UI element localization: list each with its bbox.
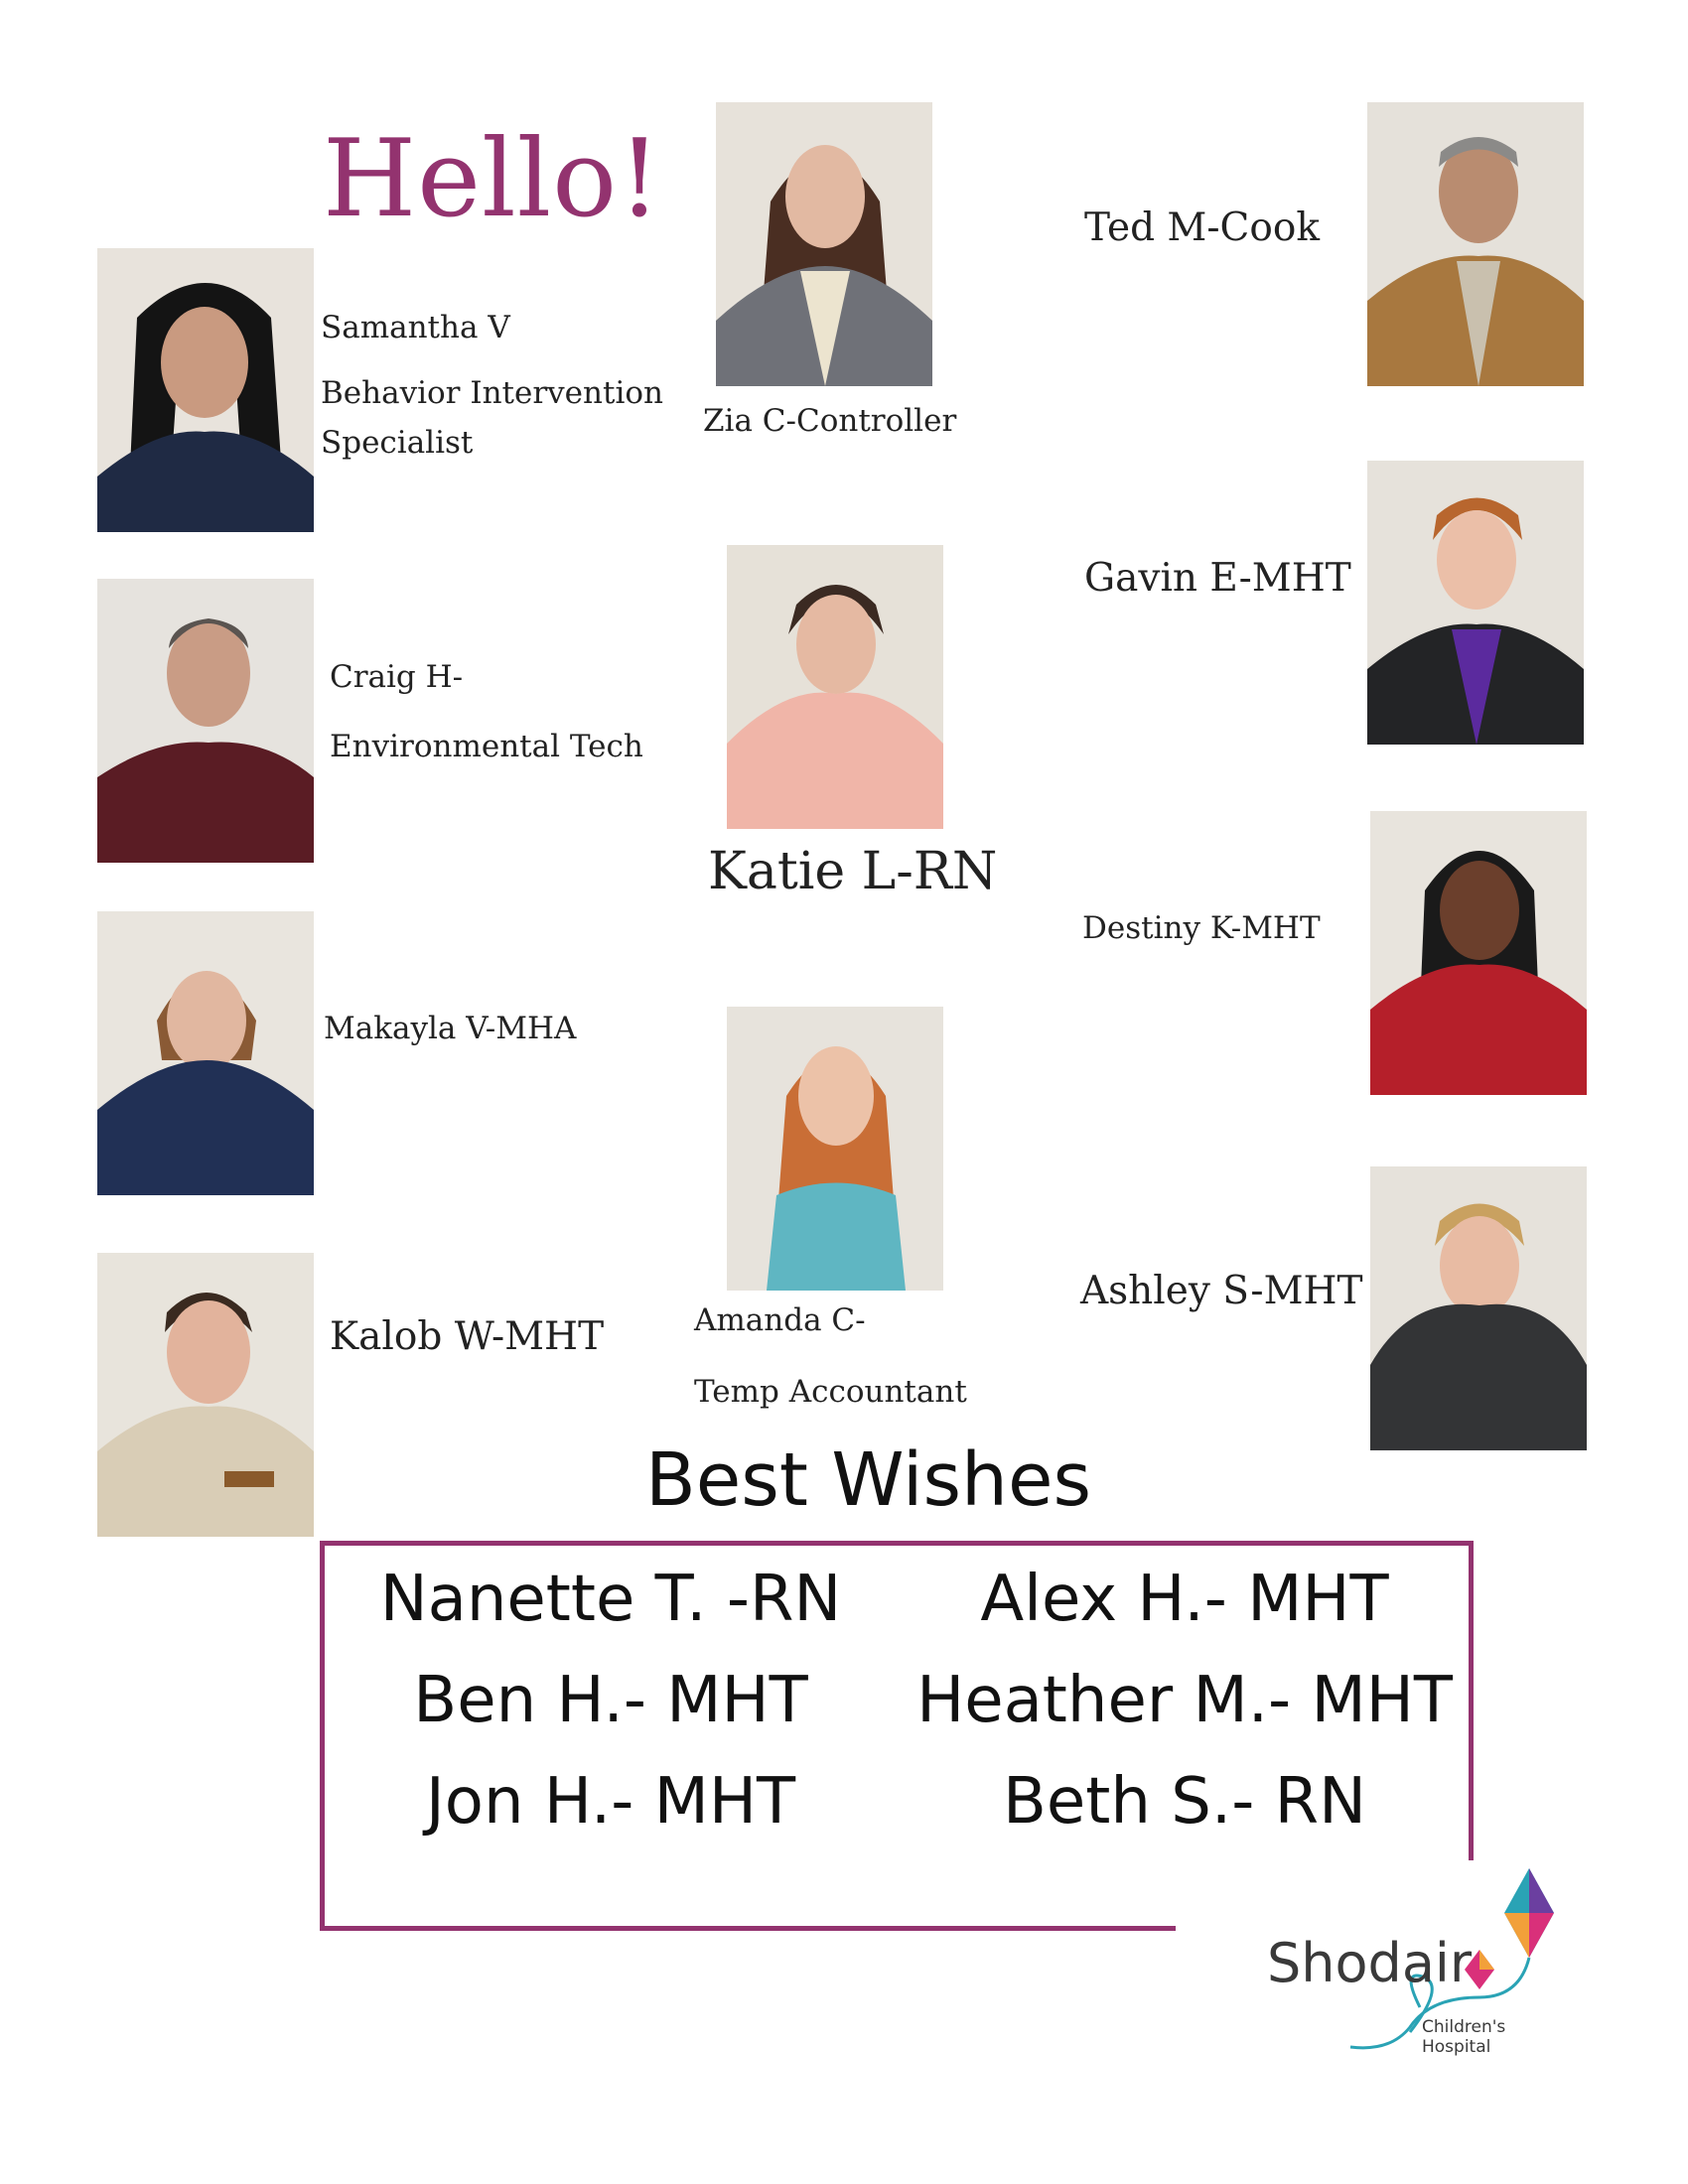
photo-amanda (727, 1007, 943, 1291)
logo-wordmark: Shodair (1267, 1932, 1473, 1994)
wishes-frame-bottom (320, 1926, 1176, 1931)
caption-samantha-role-2: Specialist (321, 425, 474, 461)
photo-ashley (1370, 1166, 1587, 1450)
caption-amanda-2: Temp Accountant (694, 1374, 967, 1410)
wish-name-1: Nanette T. -RN (379, 1563, 842, 1636)
photo-gavin (1367, 461, 1584, 745)
caption-makayla: Makayla V-MHA (324, 1011, 577, 1046)
caption-samantha-role-1: Behavior Intervention (321, 375, 663, 411)
photo-makayla (97, 911, 314, 1195)
photo-samantha (97, 248, 314, 532)
wish-name-5: Jon H.- MHT (425, 1765, 796, 1839)
logo-sub-line-2: Hospital (1422, 2037, 1491, 2057)
wish-name-2: Alex H.- MHT (980, 1563, 1389, 1636)
photo-zia (716, 102, 932, 386)
photo-destiny (1370, 811, 1587, 1095)
logo-sub-line-1: Children's (1422, 2017, 1506, 2037)
best-wishes-heading: Best Wishes (645, 1437, 1092, 1523)
wish-name-4: Heather M.- MHT (916, 1664, 1453, 1737)
photo-craig (97, 579, 314, 863)
caption-craig-1: Craig H- (330, 659, 464, 695)
wishes-frame-top (320, 1541, 1474, 1546)
photo-kalob (97, 1253, 314, 1537)
caption-craig-2: Environmental Tech (330, 729, 643, 764)
caption-ted: Ted M-Cook (1084, 205, 1320, 250)
caption-amanda-1: Amanda C- (694, 1302, 866, 1338)
caption-kalob: Kalob W-MHT (330, 1314, 605, 1359)
caption-zia: Zia C-Controller (703, 403, 957, 439)
caption-destiny: Destiny K-MHT (1082, 910, 1321, 946)
wish-name-3: Ben H.- MHT (413, 1664, 808, 1737)
photo-katie (727, 545, 943, 829)
caption-ashley: Ashley S-MHT (1080, 1269, 1363, 1313)
photo-ted (1367, 102, 1584, 386)
greeting-title: Hello! (323, 117, 662, 241)
caption-samantha-name: Samantha V (321, 310, 510, 345)
logo-subtitle (1422, 2017, 1505, 2057)
wish-name-6: Beth S.- RN (1002, 1765, 1367, 1839)
caption-gavin: Gavin E-MHT (1084, 556, 1351, 601)
caption-katie: Katie L-RN (708, 842, 998, 901)
